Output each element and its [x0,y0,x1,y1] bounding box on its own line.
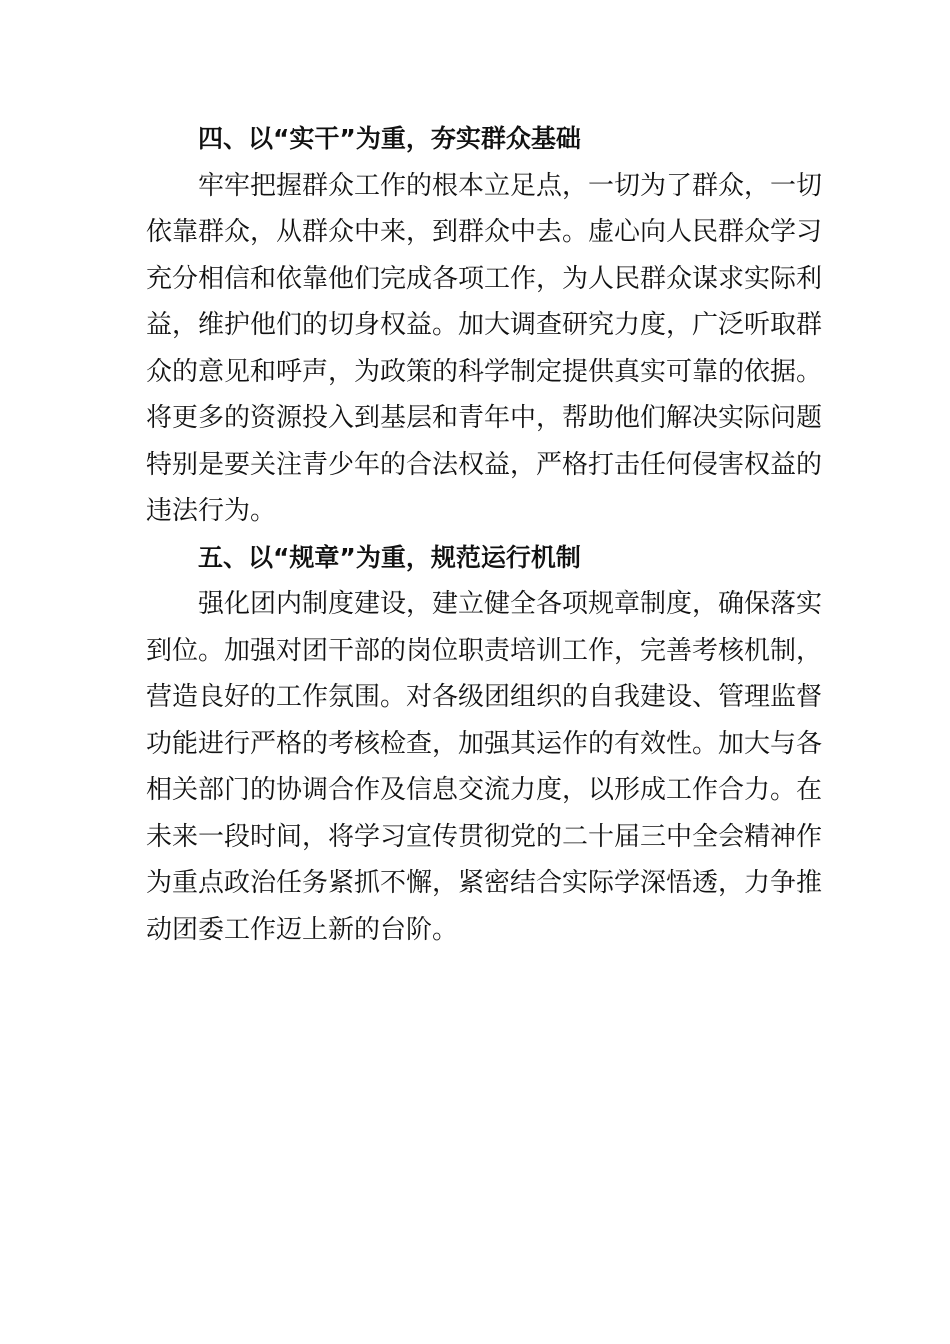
paragraph-line: 营造良好的工作氛围。对各级团组织的自我建设、管理监督 [146,682,823,712]
paragraph-line: 特别是要关注青少年的合法权益，严格打击任何侵害权益的 [146,449,823,480]
paragraph-line: 相关部门的协调合作及信息交流力度，以形成工作合力。在 [146,775,823,805]
paragraph-line: 众的意见和呼声，为政策的科学制定提供真实可靠的依据。 [146,356,823,387]
paragraph-line: 强化团内制度建设，建立健全各项规章制度，确保落实 [198,589,823,619]
document-body [146,116,823,953]
section-paragraph-5 [146,581,823,953]
paragraph-line: 将更多的资源投入到基层和青年中，帮助他们解决实际问题 [146,403,823,433]
paragraph-line: 到位。加强对团干部的岗位职责培训工作，完善考核机制， [146,635,823,666]
section-paragraph-4 [146,163,823,535]
paragraph-line: 益，维护他们的切身权益。加大调查研究力度，广泛听取群 [146,310,823,340]
section-heading-5: 五、以“规章”为重，规范运行机制 [198,542,581,572]
paragraph-line: 功能进行严格的考核检查，加强其运作的有效性。加大与各 [146,728,823,759]
paragraph-line: 动团委工作迈上新的台阶。 [146,914,459,945]
paragraph-line: 未来一段时间，将学习宣传贯彻党的二十届三中全会精神作 [146,821,823,852]
paragraph-line: 依靠群众，从群众中来，到群众中去。虚心向人民群众学习 [146,217,823,247]
paragraph-line: 为重点政治任务紧抓不懈，紧密结合实际学深悟透，力争推 [146,868,823,898]
paragraph-line: 充分相信和依靠他们完成各项工作，为人民群众谋求实际利 [146,263,823,294]
section-heading-4: 四、以“实干”为重，夯实群众基础 [198,124,581,153]
paragraph-line: 违法行为。 [146,496,277,526]
paragraph-line: 牢牢把握群众工作的根本立足点，一切为了群众，一切 [198,170,823,201]
